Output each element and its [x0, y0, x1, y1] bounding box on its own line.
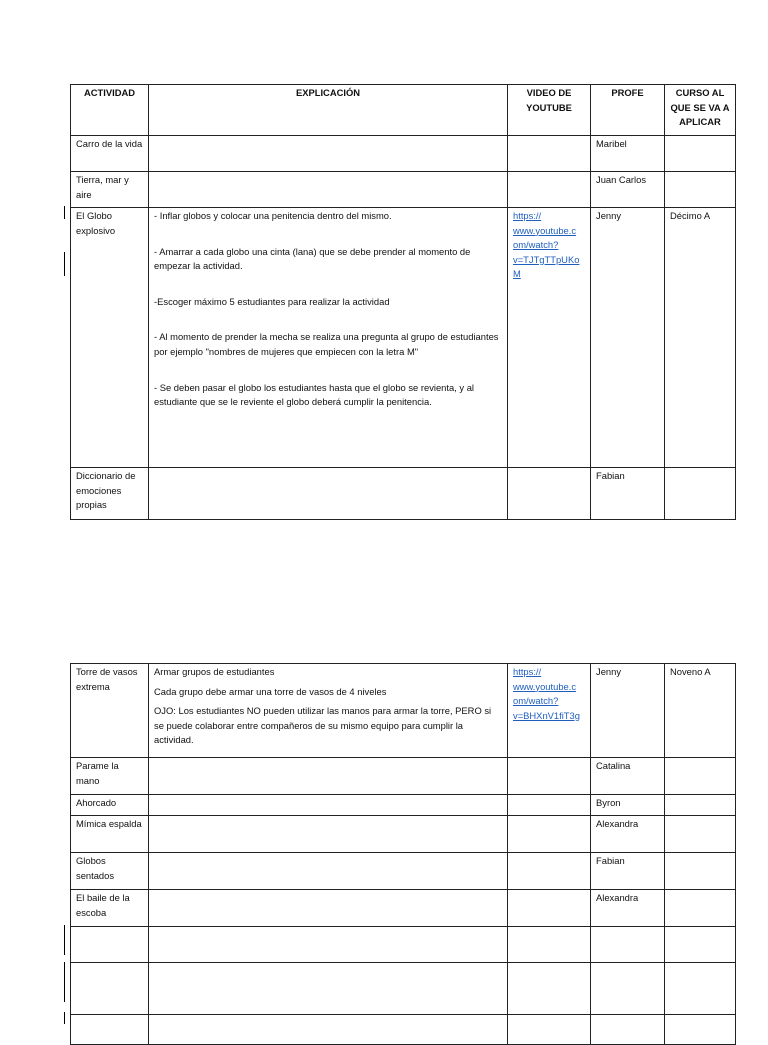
video-cell	[508, 1015, 591, 1045]
actividad-cell: Mímica espalda	[71, 816, 149, 853]
actividad-cell: Tierra, mar y aire	[71, 172, 149, 208]
curso-cell	[665, 1015, 736, 1045]
profe-cell	[591, 927, 665, 963]
youtube-link[interactable]: https:// www.youtube.c om/watch? v=BHXnV1fiT3g	[513, 666, 580, 721]
activities-table-1	[70, 84, 736, 520]
revision-mark	[64, 962, 65, 1002]
profe-cell: Maribel	[591, 136, 665, 172]
explicacion-line: OJO: Los estudiantes NO pueden utilizar las manos para armar la torre, PERO si se puede colaborar entre compañeros de su mismo equipo para cumplir la actividad.	[154, 705, 492, 746]
curso-cell	[665, 853, 736, 890]
header-profe: PROFE	[591, 85, 665, 136]
explicacion-cell	[149, 136, 508, 172]
curso-cell: Décimo A	[665, 208, 736, 468]
actividad-cell: El baile de la escoba	[71, 890, 149, 927]
curso-cell	[665, 927, 736, 963]
video-cell	[508, 468, 591, 520]
youtube-link[interactable]: https:// www.youtube.c om/watch? v=TJTgTTpUKoM	[513, 210, 580, 280]
video-cell	[508, 816, 591, 853]
explicacion-cell	[149, 853, 508, 890]
table-row-empty	[71, 927, 736, 963]
video-cell	[508, 664, 591, 758]
explicacion-line: - Inflar globos y colocar una penitencia dentro del mismo.	[154, 210, 392, 221]
actividad-cell: Parame la mano	[71, 758, 149, 795]
actividad-cell: Ahorcado	[71, 795, 149, 816]
curso-cell	[665, 816, 736, 853]
actividad-cell: Carro de la vida	[71, 136, 149, 172]
profe-cell	[591, 1015, 665, 1045]
actividad-cell	[71, 927, 149, 963]
actividad-cell: Torre de vasos extrema	[71, 664, 149, 758]
header-explicacion: EXPLICACIÓN	[149, 85, 508, 136]
actividad-cell: Diccionario de emociones propias	[71, 468, 149, 520]
profe-cell: Byron	[591, 795, 665, 816]
video-cell	[508, 208, 591, 468]
profe-cell: Alexandra	[591, 890, 665, 927]
profe-cell: Jenny	[591, 664, 665, 758]
profe-cell: Alexandra	[591, 816, 665, 853]
curso-cell	[665, 890, 736, 927]
table-row	[71, 468, 736, 520]
actividad-cell	[71, 1015, 149, 1045]
table-row	[71, 758, 736, 795]
explicacion-line: - Al momento de prender la mecha se realiza una pregunta al grupo de estudiantes por ejemplo "nombres de mujeres que empiecen con la letra M"	[154, 331, 499, 357]
profe-cell: Fabian	[591, 853, 665, 890]
explicacion-cell	[149, 816, 508, 853]
table-row	[71, 853, 736, 890]
profe-cell: Catalina	[591, 758, 665, 795]
explicacion-cell	[149, 963, 508, 1015]
explicacion-line: - Amarrar a cada globo una cinta (lana) que se debe prender al momento de empezar la actividad.	[154, 245, 471, 272]
explicacion-line: - Se deben pasar el globo los estudiantes hasta que el globo se revienta, y al estudiante que se le reviente el globo deberá cumplir la penitencia.	[154, 381, 475, 408]
revision-mark	[64, 252, 65, 276]
table-row	[71, 795, 736, 816]
profe-cell: Fabian	[591, 468, 665, 520]
video-cell	[508, 136, 591, 172]
explicacion-cell	[149, 758, 508, 795]
table-row	[71, 890, 736, 927]
actividad-cell	[71, 963, 149, 1015]
video-cell	[508, 927, 591, 963]
revision-mark	[64, 1012, 65, 1024]
curso-cell	[665, 963, 736, 1015]
video-cell	[508, 758, 591, 795]
table-row	[71, 816, 736, 853]
explicacion-cell	[149, 468, 508, 520]
explicacion-cell	[149, 795, 508, 816]
explicacion-cell	[149, 208, 508, 468]
curso-cell	[665, 758, 736, 795]
header-row	[71, 85, 736, 136]
curso-cell	[665, 172, 736, 208]
table-row	[71, 208, 736, 468]
revision-mark	[64, 925, 65, 955]
actividad-cell: Globos sentados	[71, 853, 149, 890]
table-row	[71, 136, 736, 172]
video-cell	[508, 795, 591, 816]
curso-cell	[665, 136, 736, 172]
profe-cell: Jenny	[591, 208, 665, 468]
table-row-empty	[71, 1015, 736, 1045]
header-video: VIDEO DE YOUTUBE	[508, 85, 591, 136]
explicacion-line: Cada grupo debe armar una torre de vasos de 4 niveles	[154, 685, 387, 697]
video-cell	[508, 963, 591, 1015]
video-cell	[508, 172, 591, 208]
actividad-cell: El Globo explosivo	[71, 208, 149, 468]
header-actividad: ACTIVIDAD	[71, 85, 149, 136]
explicacion-cell	[149, 1015, 508, 1045]
curso-cell	[665, 795, 736, 816]
explicacion-cell	[149, 172, 508, 208]
video-cell	[508, 890, 591, 927]
activities-table-2	[70, 663, 736, 1045]
explicacion-cell	[149, 664, 508, 758]
curso-cell	[665, 468, 736, 520]
revision-mark	[64, 206, 65, 219]
explicacion-line: -Escoger máximo 5 estudiantes para realizar la actividad	[154, 295, 390, 307]
explicacion-cell	[149, 890, 508, 927]
table-row-empty	[71, 963, 736, 1015]
explicacion-line: Armar grupos de estudiantes	[154, 666, 275, 677]
curso-cell: Noveno A	[665, 664, 736, 758]
profe-cell	[591, 963, 665, 1015]
explicacion-cell	[149, 927, 508, 963]
video-cell	[508, 853, 591, 890]
table-row	[71, 664, 736, 758]
table-row	[71, 172, 736, 208]
header-curso: CURSO AL QUE SE VA A APLICAR	[665, 85, 736, 136]
profe-cell: Juan Carlos	[591, 172, 665, 208]
